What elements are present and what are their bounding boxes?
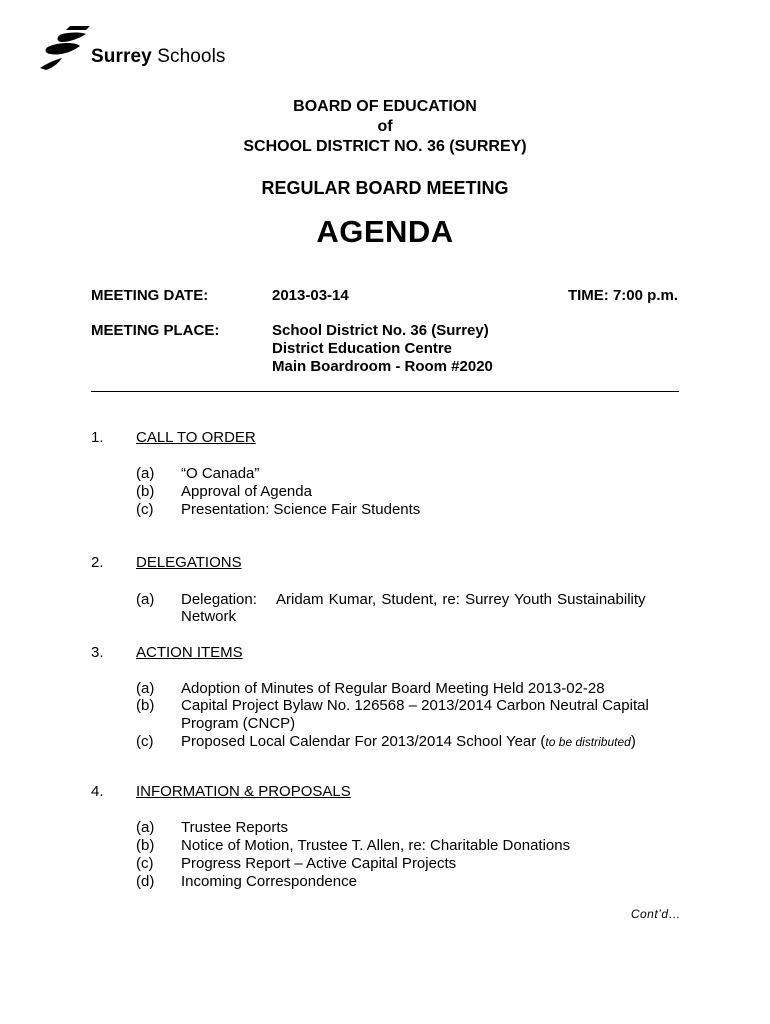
board-heading-line3: SCHOOL DISTRICT NO. 36 (SURREY): [243, 138, 527, 155]
logo-wordmark: Surrey Schools: [91, 46, 226, 67]
item-text: Presentation: Science Fair Students: [181, 501, 421, 518]
board-heading-line2: of: [377, 118, 393, 135]
meeting-date-label: MEETING DATE:: [91, 287, 209, 304]
item-letter: (d): [136, 873, 155, 890]
meeting-place-line2: District Education Centre: [272, 340, 453, 357]
item-text: Approval of Agenda: [181, 483, 312, 500]
item-text: Incoming Correspondence: [181, 873, 357, 890]
item-letter: (a): [136, 680, 155, 697]
item-text-line2: Program (CNCP): [181, 715, 296, 732]
item-letter: (c): [136, 733, 154, 750]
item-text: “O Canada”: [181, 465, 260, 482]
surrey-schools-logo: [40, 24, 250, 74]
meeting-time: TIME: 7:00 p.m.: [567, 287, 678, 304]
delegation-text-line1: Aridam Kumar, Student, re: Surrey Youth Sustainability: [276, 591, 646, 608]
section-number: 2.: [91, 554, 104, 571]
meeting-place-label: MEETING PLACE:: [91, 322, 220, 339]
meeting-date-value: 2013-03-14: [272, 287, 349, 304]
section-number: 1.: [91, 429, 104, 446]
delegation-label: Delegation:: [181, 591, 257, 608]
item-text: Trustee Reports: [181, 819, 288, 836]
agenda-title: AGENDA: [316, 214, 454, 249]
continued-note: Cont’d…: [630, 907, 681, 921]
item-letter: (b): [136, 837, 155, 854]
item-letter: (a): [136, 819, 155, 836]
board-heading-line1: BOARD OF EDUCATION: [293, 98, 477, 115]
section-title-call-to-order: CALL TO ORDER: [136, 429, 256, 446]
item-letter: (c): [136, 501, 154, 518]
meeting-place-line1: School District No. 36 (Surrey): [272, 322, 489, 339]
section-number: 3.: [91, 644, 104, 661]
item-letter: (b): [136, 483, 155, 500]
item-text: Progress Report – Active Capital Projects: [181, 855, 457, 872]
surrey-schools-swoosh-icon: [40, 24, 92, 74]
delegation-text-line2: Network: [181, 608, 237, 625]
horizontal-rule: [91, 391, 679, 392]
item-letter: (b): [136, 697, 155, 714]
item-text-line1: Capital Project Bylaw No. 126568 – 2013/2014 Carbon Neutral Capital: [181, 697, 649, 714]
meeting-type-heading: REGULAR BOARD MEETING: [261, 178, 509, 198]
item-letter: (c): [136, 855, 154, 872]
item-text: Notice of Motion, Trustee T. Allen, re: Charitable Donations: [181, 837, 571, 854]
board-heading: [0, 97, 770, 157]
item-text: Adoption of Minutes of Regular Board Meeting Held 2013-02-28: [181, 680, 605, 697]
item-letter: (a): [136, 465, 155, 482]
meeting-place-line3: Main Boardroom - Room #2020: [272, 358, 493, 375]
section-title-delegations: DELEGATIONS: [136, 554, 242, 571]
section-title-information-proposals: INFORMATION & PROPOSALS: [136, 783, 351, 800]
item-text: Proposed Local Calendar For 2013/2014 School Year (to be distributed): [181, 733, 636, 750]
section-title-action-items: ACTION ITEMS: [136, 644, 243, 661]
item-letter: (a): [136, 591, 155, 608]
item-note: to be distributed: [545, 735, 631, 749]
section-number: 4.: [91, 783, 104, 800]
